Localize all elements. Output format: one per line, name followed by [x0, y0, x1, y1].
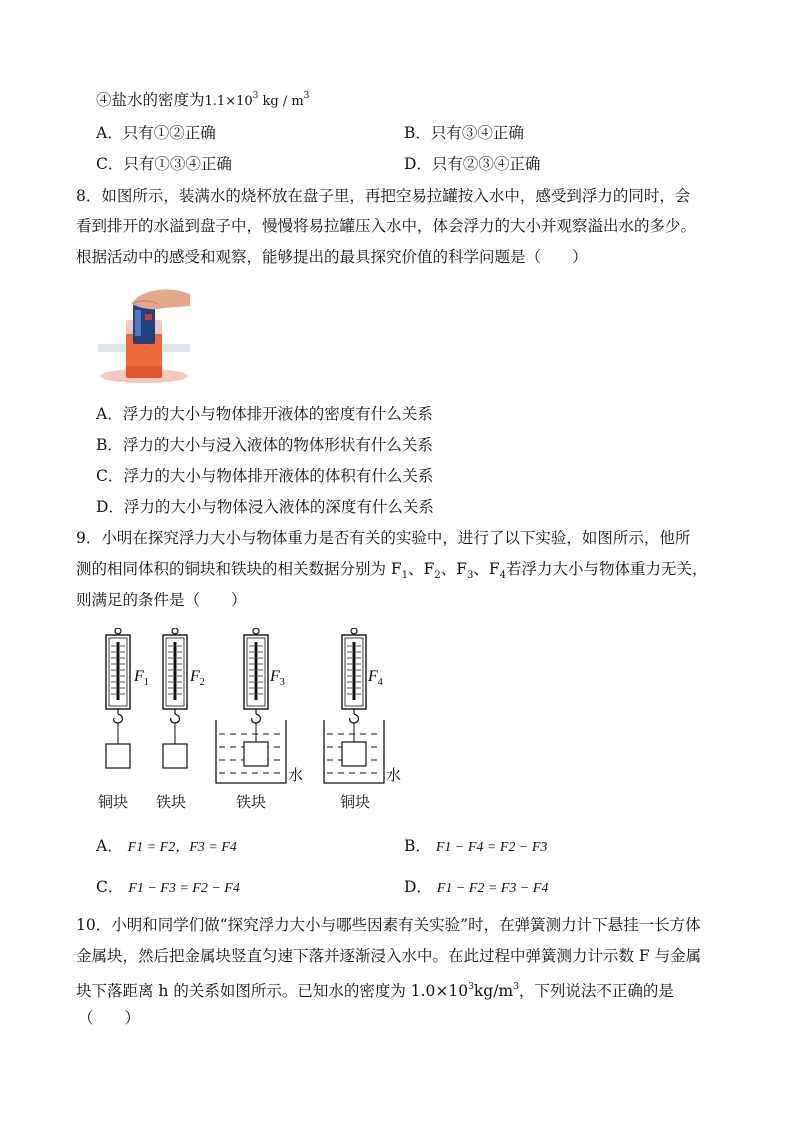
- iron-block-2: [244, 742, 268, 766]
- q7-option-d: D．只有②③④正确: [404, 155, 541, 173]
- q8-stem-line-2: 看到排开的水溢到盘子中，慢慢将易拉罐压入水中，体会浮力的大小并观察溢出水的多少。: [76, 217, 697, 235]
- q10-answer-blank: （ ）: [78, 1009, 141, 1027]
- q10-stem-exp-1: 3: [468, 982, 474, 992]
- q9-option-d-formula: F1 − F2 = F3 − F4: [436, 881, 549, 896]
- q7-statement-4-unit: kg / m: [262, 94, 304, 109]
- q7-statement-4-value: 1.1×10: [204, 94, 253, 109]
- q9-stem-line-2-b: 、F: [408, 560, 435, 578]
- q9-option-a-letter: A．: [96, 837, 123, 855]
- water-label-2: 水: [386, 766, 402, 784]
- q7-statement-4-exp: 3: [252, 91, 259, 101]
- q9-stem-sub-3: 3: [466, 570, 474, 581]
- q9-stem-line-2-e: 若浮力大小与物体重力无关，: [505, 560, 708, 578]
- label-f1: $F_1$: [134, 668, 149, 688]
- q10-stem-line-3: [76, 977, 674, 1001]
- q9-stem-sub-2: 2: [434, 570, 441, 581]
- q8-stem-line-1: 8．如图所示，装满水的烧杯放在盘子里，再把空易拉罐按入水中，感受到浮力的同时，会: [76, 187, 691, 205]
- q7-statement-4-unit-exp: 3: [303, 91, 310, 101]
- q10-stem-line-1: 10．小明和同学们做“探究浮力大小与哪些因素有关实验”时，在弹簧测力计下悬挂一长方体: [76, 916, 701, 934]
- iron-block-1: [163, 744, 187, 768]
- q9-option-b-letter: B．: [404, 837, 431, 855]
- copper-block-1: [106, 744, 130, 768]
- q9-stem-line-2-a: 测的相同体积的铜块和铁块的相关数据分别为 F: [76, 560, 402, 578]
- q9-option-b-formula: F1 − F4 = F2 − F3: [435, 840, 548, 855]
- q9-stem-line-2-d: 、F: [473, 560, 500, 578]
- q7-statement-4-text: ④盐水的密度为: [96, 91, 205, 109]
- scale-f1: [106, 628, 130, 768]
- q9-option-c-formula: F1 − F3 = F2 − F4: [128, 881, 240, 896]
- q9-option-a-formula: F1 = F2，F3 = F4: [127, 840, 237, 855]
- q9-stem-sub-4: 4: [499, 570, 506, 581]
- q9-stem-line-3: 则满足的条件是（ ）: [76, 591, 247, 609]
- label-f3: $F_3$: [270, 668, 285, 688]
- q9-option-c-letter: C．: [96, 878, 124, 896]
- q9-option-d-letter: D．: [404, 878, 432, 896]
- label-f4: $F_4$: [368, 668, 383, 688]
- q9-option-a: [96, 836, 237, 858]
- q9-stem-line-1: 9．小明在探究浮力大小与物体重力是否有关的实验中，进行了以下实验，如图所示，他所: [76, 529, 691, 547]
- q7-statement-4: [96, 86, 309, 112]
- q10-stem-exp-2: 3: [513, 982, 519, 992]
- q8-stem-line-3: 根据活动中的感受和观察，能够提出的最具探究价值的科学问题是（ ）: [76, 248, 588, 266]
- q9-stem-line-2: [76, 559, 708, 586]
- q8-option-a: A．浮力的大小与物体排开液体的密度有什么关系: [96, 405, 433, 423]
- scale-f4: [324, 628, 384, 783]
- q7-option-b: B．只有③④正确: [404, 124, 524, 142]
- copper-block-2: [342, 742, 366, 766]
- block-label-1: 铜块: [98, 793, 129, 811]
- can-in-beaker-photo: [98, 280, 190, 388]
- q8-option-c: C．浮力的大小与物体排开液体的体积有什么关系: [96, 467, 434, 485]
- q8-option-b: B．浮力的大小与浸入液体的物体形状有什么关系: [96, 436, 433, 454]
- q9-option-d: [404, 877, 548, 899]
- water-label-1: 水: [288, 766, 304, 784]
- block-label-3: 铁块: [236, 793, 267, 811]
- q8-option-d: D．浮力的大小与物体浸入液体的深度有什么关系: [96, 498, 434, 516]
- scale-f2: [163, 628, 187, 768]
- q10-stem-line-2: 金属块，然后把金属块竖直匀速下落并逐渐浸入水中。在此过程中弹簧测力计示数 F 与金属: [76, 947, 702, 965]
- block-label-2: 铁块: [156, 793, 187, 811]
- q9-stem-sub-1: 1: [401, 570, 409, 581]
- q7-option-a: A．只有①②正确: [96, 124, 216, 142]
- spring-scale-diagram: [98, 628, 418, 816]
- q10-stem-line-3-a: 块下落距离 h 的关系如图所示。已知水的密度为 1.0×10: [76, 982, 469, 1000]
- q7-option-c: C．只有①③④正确: [96, 155, 232, 173]
- q10-stem-line-3-b: kg/m: [473, 982, 514, 1000]
- block-label-4: 铜块: [340, 793, 371, 811]
- label-f2: $F_2$: [190, 668, 205, 688]
- q9-option-c: [96, 877, 240, 899]
- q10-stem-line-3-c: ，下列说法不正确的是: [518, 982, 674, 1000]
- q9-stem-line-2-c: 、F: [440, 560, 467, 578]
- scale-f3: [216, 628, 286, 783]
- q9-option-b: [404, 836, 547, 858]
